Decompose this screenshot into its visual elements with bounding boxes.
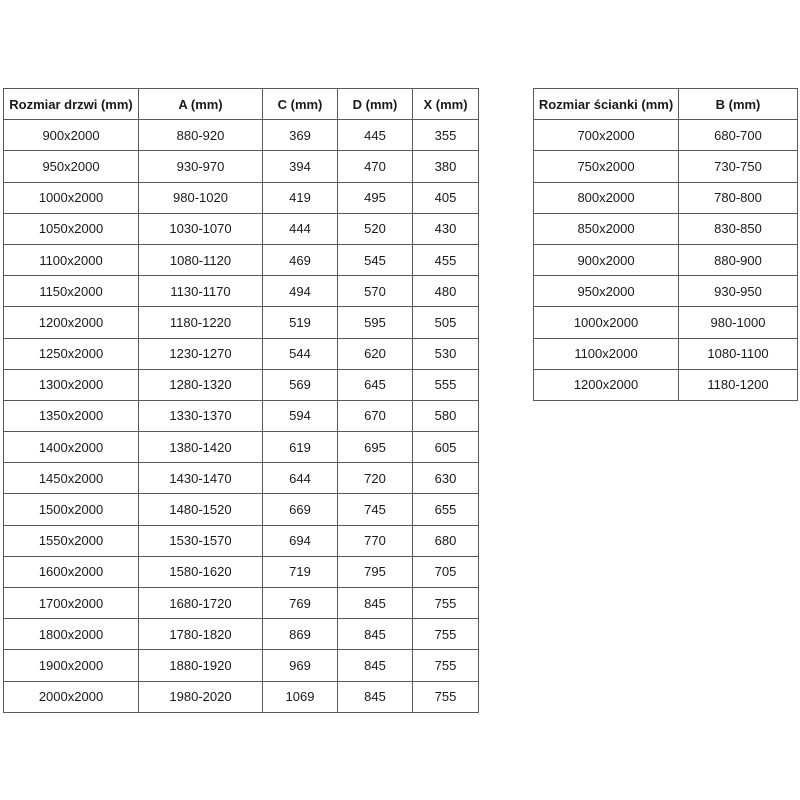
table-cell: 495 bbox=[338, 182, 413, 213]
column-header: C (mm) bbox=[263, 89, 338, 120]
table-cell: 580 bbox=[413, 400, 479, 431]
table-cell: 1230-1270 bbox=[139, 338, 263, 369]
table-cell: 505 bbox=[413, 307, 479, 338]
table-cell: 530 bbox=[413, 338, 479, 369]
table-row bbox=[534, 369, 798, 400]
table-cell: 1430-1470 bbox=[139, 463, 263, 494]
table-cell: 519 bbox=[263, 307, 338, 338]
table-cell: 1380-1420 bbox=[139, 432, 263, 463]
table-cell: 369 bbox=[263, 120, 338, 151]
table-cell: 469 bbox=[263, 244, 338, 275]
table-cell: 980-1000 bbox=[679, 307, 798, 338]
column-header: X (mm) bbox=[413, 89, 479, 120]
table-cell: 845 bbox=[338, 588, 413, 619]
table-row bbox=[4, 650, 479, 681]
table-cell: 1880-1920 bbox=[139, 650, 263, 681]
table-cell: 930-950 bbox=[679, 276, 798, 307]
table-cell: 1580-1620 bbox=[139, 556, 263, 587]
table-cell: 930-970 bbox=[139, 151, 263, 182]
table-cell: 470 bbox=[338, 151, 413, 182]
table-cell: 569 bbox=[263, 369, 338, 400]
table-cell: 1300x2000 bbox=[4, 369, 139, 400]
door-size-table bbox=[3, 88, 479, 713]
table-cell: 1330-1370 bbox=[139, 400, 263, 431]
table-row bbox=[534, 276, 798, 307]
table-cell: 950x2000 bbox=[534, 276, 679, 307]
table-cell: 1250x2000 bbox=[4, 338, 139, 369]
table-cell: 594 bbox=[263, 400, 338, 431]
table-row bbox=[4, 432, 479, 463]
table-cell: 570 bbox=[338, 276, 413, 307]
table-row bbox=[4, 151, 479, 182]
table-cell: 980-1020 bbox=[139, 182, 263, 213]
table-cell: 444 bbox=[263, 213, 338, 244]
table-cell: 705 bbox=[413, 556, 479, 587]
table-cell: 700x2000 bbox=[534, 120, 679, 151]
table-cell: 1150x2000 bbox=[4, 276, 139, 307]
table-cell: 845 bbox=[338, 650, 413, 681]
table-cell: 770 bbox=[338, 525, 413, 556]
table-row bbox=[4, 182, 479, 213]
header-row bbox=[4, 89, 479, 120]
table-cell: 494 bbox=[263, 276, 338, 307]
table-cell: 1400x2000 bbox=[4, 432, 139, 463]
table-row bbox=[534, 120, 798, 151]
table-row bbox=[4, 619, 479, 650]
table-cell: 1180-1220 bbox=[139, 307, 263, 338]
table-cell: 830-850 bbox=[679, 213, 798, 244]
table-cell: 644 bbox=[263, 463, 338, 494]
table-cell: 755 bbox=[413, 588, 479, 619]
table-cell: 755 bbox=[413, 650, 479, 681]
wall-size-table bbox=[533, 88, 798, 401]
table-cell: 455 bbox=[413, 244, 479, 275]
table-cell: 880-900 bbox=[679, 244, 798, 275]
table-cell: 1600x2000 bbox=[4, 556, 139, 587]
table-cell: 1450x2000 bbox=[4, 463, 139, 494]
table-cell: 355 bbox=[413, 120, 479, 151]
table-cell: 419 bbox=[263, 182, 338, 213]
table-cell: 969 bbox=[263, 650, 338, 681]
table-row bbox=[4, 494, 479, 525]
table-cell: 1100x2000 bbox=[4, 244, 139, 275]
table-cell: 1050x2000 bbox=[4, 213, 139, 244]
table-row bbox=[534, 213, 798, 244]
table-cell: 595 bbox=[338, 307, 413, 338]
table-cell: 780-800 bbox=[679, 182, 798, 213]
table-row bbox=[4, 213, 479, 244]
table-row bbox=[4, 307, 479, 338]
table-cell: 680-700 bbox=[679, 120, 798, 151]
table-cell: 1530-1570 bbox=[139, 525, 263, 556]
column-header: Rozmiar drzwi (mm) bbox=[4, 89, 139, 120]
table-row bbox=[534, 338, 798, 369]
table-cell: 680 bbox=[413, 525, 479, 556]
table-row bbox=[4, 463, 479, 494]
table-row bbox=[4, 525, 479, 556]
table-cell: 380 bbox=[413, 151, 479, 182]
table-cell: 619 bbox=[263, 432, 338, 463]
table-row bbox=[4, 681, 479, 712]
table-cell: 1200x2000 bbox=[534, 369, 679, 400]
table-row bbox=[4, 400, 479, 431]
table-cell: 769 bbox=[263, 588, 338, 619]
table-cell: 1900x2000 bbox=[4, 650, 139, 681]
table-cell: 405 bbox=[413, 182, 479, 213]
table-cell: 1350x2000 bbox=[4, 400, 139, 431]
table-cell: 1000x2000 bbox=[534, 307, 679, 338]
table-cell: 900x2000 bbox=[4, 120, 139, 151]
table-cell: 645 bbox=[338, 369, 413, 400]
table-cell: 1500x2000 bbox=[4, 494, 139, 525]
table-cell: 1069 bbox=[263, 681, 338, 712]
table-row bbox=[534, 182, 798, 213]
table-cell: 1200x2000 bbox=[4, 307, 139, 338]
table-cell: 555 bbox=[413, 369, 479, 400]
table-cell: 1130-1170 bbox=[139, 276, 263, 307]
table-cell: 620 bbox=[338, 338, 413, 369]
table-row bbox=[4, 244, 479, 275]
table-cell: 1100x2000 bbox=[534, 338, 679, 369]
table-cell: 719 bbox=[263, 556, 338, 587]
table-row bbox=[4, 588, 479, 619]
table-cell: 605 bbox=[413, 432, 479, 463]
table-cell: 720 bbox=[338, 463, 413, 494]
column-header: D (mm) bbox=[338, 89, 413, 120]
table-cell: 445 bbox=[338, 120, 413, 151]
table-row bbox=[534, 244, 798, 275]
table-row bbox=[4, 369, 479, 400]
table-cell: 1550x2000 bbox=[4, 525, 139, 556]
table-cell: 1800x2000 bbox=[4, 619, 139, 650]
table-cell: 2000x2000 bbox=[4, 681, 139, 712]
table-cell: 1180-1200 bbox=[679, 369, 798, 400]
table-cell: 1980-2020 bbox=[139, 681, 263, 712]
header-row bbox=[534, 89, 798, 120]
table-row bbox=[534, 307, 798, 338]
table-cell: 1000x2000 bbox=[4, 182, 139, 213]
table-cell: 800x2000 bbox=[534, 182, 679, 213]
table-cell: 545 bbox=[338, 244, 413, 275]
table-row bbox=[4, 338, 479, 369]
table-cell: 750x2000 bbox=[534, 151, 679, 182]
table-cell: 669 bbox=[263, 494, 338, 525]
column-header: A (mm) bbox=[139, 89, 263, 120]
table-cell: 1030-1070 bbox=[139, 213, 263, 244]
table-cell: 1780-1820 bbox=[139, 619, 263, 650]
table-cell: 950x2000 bbox=[4, 151, 139, 182]
table-cell: 745 bbox=[338, 494, 413, 525]
table-row bbox=[4, 276, 479, 307]
table-cell: 755 bbox=[413, 619, 479, 650]
table-cell: 845 bbox=[338, 619, 413, 650]
table-cell: 430 bbox=[413, 213, 479, 244]
table-cell: 730-750 bbox=[679, 151, 798, 182]
table-cell: 1480-1520 bbox=[139, 494, 263, 525]
table-cell: 544 bbox=[263, 338, 338, 369]
table-cell: 520 bbox=[338, 213, 413, 244]
table-cell: 394 bbox=[263, 151, 338, 182]
table-cell: 1080-1100 bbox=[679, 338, 798, 369]
table-cell: 900x2000 bbox=[534, 244, 679, 275]
table-cell: 850x2000 bbox=[534, 213, 679, 244]
table-cell: 1700x2000 bbox=[4, 588, 139, 619]
table-cell: 880-920 bbox=[139, 120, 263, 151]
table-cell: 845 bbox=[338, 681, 413, 712]
table-row bbox=[4, 556, 479, 587]
table-cell: 755 bbox=[413, 681, 479, 712]
table-cell: 670 bbox=[338, 400, 413, 431]
column-header: B (mm) bbox=[679, 89, 798, 120]
table-row bbox=[534, 151, 798, 182]
table-cell: 869 bbox=[263, 619, 338, 650]
table-cell: 695 bbox=[338, 432, 413, 463]
table-cell: 630 bbox=[413, 463, 479, 494]
column-header: Rozmiar ścianki (mm) bbox=[534, 89, 679, 120]
table-cell: 795 bbox=[338, 556, 413, 587]
table-cell: 655 bbox=[413, 494, 479, 525]
table-cell: 480 bbox=[413, 276, 479, 307]
table-cell: 1280-1320 bbox=[139, 369, 263, 400]
table-cell: 1080-1120 bbox=[139, 244, 263, 275]
table-cell: 1680-1720 bbox=[139, 588, 263, 619]
table-row bbox=[4, 120, 479, 151]
table-cell: 694 bbox=[263, 525, 338, 556]
